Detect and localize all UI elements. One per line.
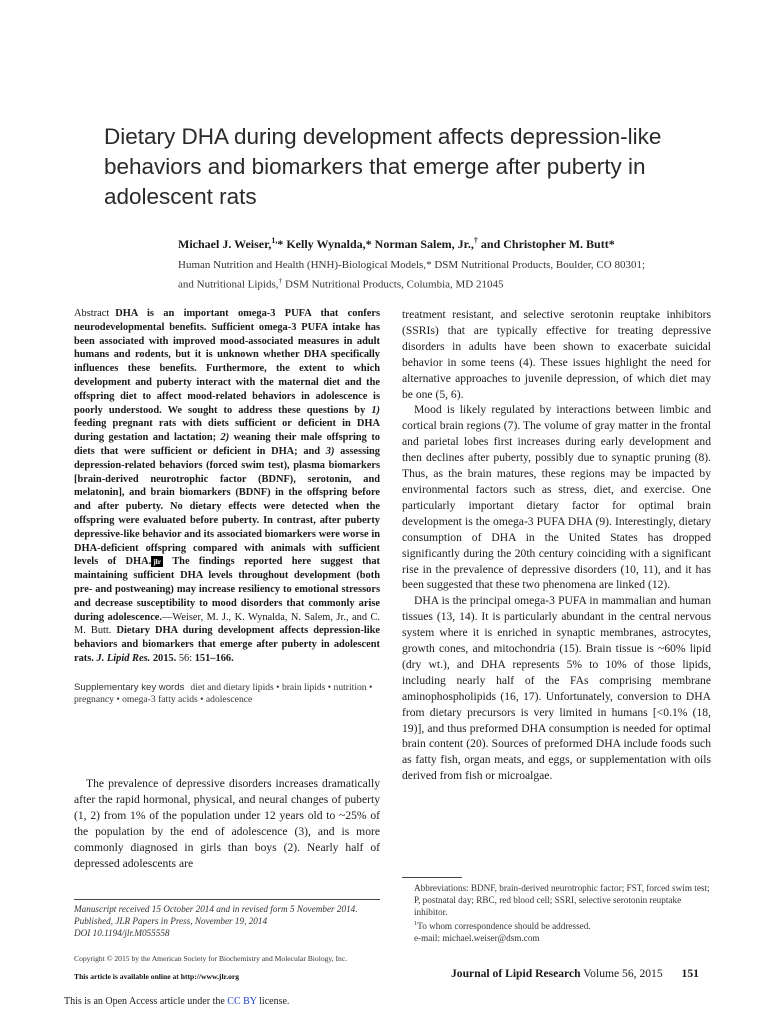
author-1: Michael J. Weiser, [178, 237, 272, 251]
manuscript-history: Manuscript received 15 October 2014 and in revised form 5 November 2014. Published, JLR Papers in Press, November 19, 2014 DOI 10.1194/jlr.M055558 [74, 904, 358, 938]
author-4: and Christopher M. Butt* [477, 237, 615, 251]
keywords-label: Supplementary key words [74, 681, 185, 693]
left-column [74, 307, 380, 707]
keywords-text: diet and dietary lipids • brain lipids • nutrition • pregnancy • omega-3 fatty acids • adolescence [74, 681, 373, 706]
page-number: 151 [681, 967, 699, 980]
footnote-rule [402, 877, 462, 878]
body-paragraph-2: Mood is likely regulated by interactions between limbic and cortical brain regions (7). The volume of gray matter in the frontal and parietal lobes first increases during early development and then declines after puberty, possibly due to synaptic pruning (8). Thus, as the brain matures, these regions may be impacted by environmental factors such as stress, diet, and exercise. One particularly important dietary factor for optimal brain development is the omega-3 PUFA DHA (9). Interestingly, dietary consumption of DHA in the United States has dropped significantly during the 20th century coinciding with a significant rise in the prevalence of depressive disorders (10, 11), and it has been suggested that these two phenomena are linked (12). [402, 403, 711, 592]
abstract: Abstract DHA is an important omega-3 PUFA that confers neurodevelopmental benefits. Sufficient omega-3 PUFA intake has been associated with improved mood-associated measures in adult humans and rodents, but it is unknown whether DHA specifically influences these benefits. Furthermore, the extent to which development and puberty interact with the maternal diet and the offspring diet to affect mood-related behaviors in adolescence is poorly understood. We sought to address these questions by 1) feeding pregnant rats with diets sufficient or deficient in DHA during gestation and lactation; 2) weaning their male offspring to diets that were sufficient or deficient in DHA; and 3) assessing depression-related behaviors (forced swim test), plasma biomarkers [brain-derived neurotrophic factor (BDNF), serotonin, and melatonin], and brain biomarkers (BDNF) in the offspring before and after puberty. No dietary effects were detected when the offspring were evaluated before puberty. In contrast, after puberty depressive-like behavior and its associated biomarkers were worse in DHA-deficient offspring compared with animals with sufficient levels of DHA. jlr The findings reported here suggest that maintaining sufficient DHA levels throughout development (both pre- and postweaning) may increase resiliency to emotional stressors and decrease susceptibility to mood disorders that commonly arise during adolescence.—Weiser, M. J., K. Wynalda, N. Salem, Jr., and C. M. Butt. Dietary DHA during development affects depression-like behaviors and biomarkers that emerge after puberty in adolescent rats. J. Lipid Res. 2015. 56: 151–166. [74, 308, 381, 664]
journal-footer [451, 967, 711, 980]
author-3-marker: † [473, 236, 478, 245]
affiliations [178, 258, 738, 293]
affiliation-line-2: and Nutritional Lipids,† DSM Nutritional Products, Columbia, MD 21045 [178, 276, 504, 291]
footnotes [402, 883, 712, 945]
journal-volume: Volume 56, 2015 [583, 967, 663, 980]
body-paragraph-3: DHA is the principal omega-3 PUFA in mammalian and human tissues (13, 14). It is particularly abundant in the central nervous system where it is enriched in synaptic membranes, astrocytes, growth cones, and mitochondria (15). Brain tissue is ~60% lipid (dry wt.), and DHA represents 5% to 10% of those lipids, including nearly half of the FAs comprising membrane aminophospholipids (16, 17). Unfortunately, conversion to DHA from dietary precursors is very limited in humans [<0.1% (18, 19)], and thus preformed DHA consumption is needed for optimal brain content (20). Sources of preformed DHA include foods such as fatty fish, organ meats, and eggs, or supplementation with oils derived from fish or microalgae. [402, 594, 711, 783]
cc-by-license-link[interactable]: CC BY [227, 996, 257, 1007]
citation-authors: —Weiser, M. J., K. Wynalda, N. Salem, Jr., and C. M. Butt. [74, 611, 380, 637]
correspondence-footnote: $^1$To whom correspondence should be addressed. [414, 920, 591, 932]
right-column [402, 307, 711, 784]
affiliation-line-1: Human Nutrition and Health (HNH)-Biological Models,* DSM Nutritional Products, Boulder, CO 80301; [178, 259, 646, 271]
keywords [74, 682, 380, 707]
open-access-notice: This is an Open Access article under the CC BY license. [64, 996, 290, 1007]
copyright-notice: Copyright © 2015 by the American Society for Biochemistry and Molecular Biology, Inc. [74, 954, 348, 963]
citation-journal: J. Lipid Res. [96, 652, 151, 664]
body-paragraph-continued: treatment resistant, and selective serotonin reuptake inhibitors (SSRIs) that are typically effective for treating depressive disorders in adults have been shown to exacerbate suicidal behavior in some teens (4). These issues highlight the need for alternative approaches to juvenile depression, of which diet may be one (5, 6). [402, 308, 711, 401]
author-list [178, 236, 738, 252]
jlr-badge-icon: jlr [153, 557, 162, 567]
abbreviations-footnote: Abbreviations: BDNF, brain-derived neurotrophic factor; FST, forced swim test; P, postnatal day; RBC, red blood cell; SSRI, selective serotonin reuptake inhibitor. [414, 883, 710, 917]
abstract-label: Abstract [74, 308, 110, 319]
left-footer-rule [74, 899, 380, 900]
author-list-rest: * Kelly Wynalda,* Norman Salem, Jr., [277, 237, 474, 251]
journal-name: Journal of Lipid Research [451, 967, 581, 980]
author-1-marker: 1, [271, 236, 278, 245]
online-availability: This article is available online at http://www.jlr.org [74, 972, 240, 981]
email-footnote: e-mail: michael.weiser@dsm.com [414, 933, 540, 944]
intro-paragraph-1: The prevalence of depressive disorders increases dramatically after the rapid hormonal, physical, and neural changes of puberty (1, 2) from 1% of the population under 12 years old to ~25% of the population by the end of adolescence (3), and is more commonly diagnosed in girls than boys (2). Nearly half of depressed adolescents are [74, 777, 380, 870]
article-title: Dietary DHA during development affects depression-like behaviors and biomarkers that emerge after puberty in adolescent rats [104, 124, 662, 209]
citation-title: Dietary DHA during development affects depression-like behaviors and biomarkers that emerge after puberty in adolescent rats. [74, 625, 381, 664]
